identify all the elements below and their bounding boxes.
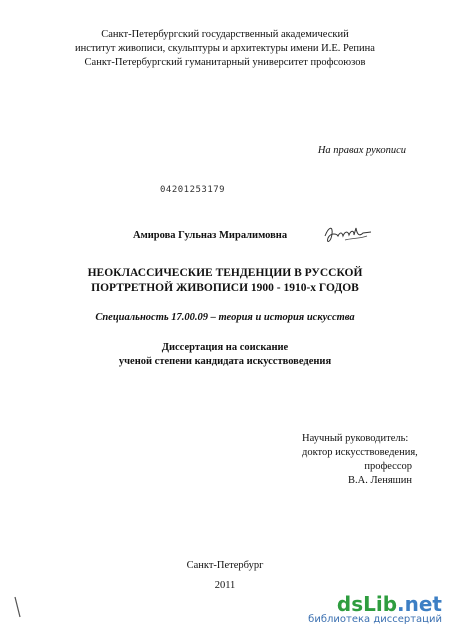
dissertation-title — [0, 266, 450, 296]
page-edge-mark — [12, 596, 22, 618]
supervisor-degree: доктор искусствоведения, — [302, 447, 418, 458]
institution-block — [0, 28, 450, 70]
logo-part-net: .net — [397, 592, 442, 616]
rights-note: На правах рукописи — [317, 145, 406, 156]
author-name: Амирова Гульназ Миралимовна — [133, 230, 288, 241]
dissertation-degree — [0, 341, 450, 369]
dslib-watermark-link[interactable] — [308, 594, 442, 625]
year: 2011 — [214, 580, 236, 591]
document-number: 04201253179 — [160, 185, 226, 195]
specialty: Специальность 17.00.09 – теория и история искусства — [95, 312, 355, 323]
degree-line: ученой степени кандидата искусствоведения — [118, 356, 332, 367]
title-line: НЕОКЛАССИЧЕСКИЕ ТЕНДЕНЦИИ В РУССКОЙ — [87, 267, 363, 279]
city: Санкт-Петербург — [186, 560, 264, 571]
title-line: ПОРТРЕТНОЙ ЖИВОПИСИ 1900 - 1910-х ГОДОВ — [91, 282, 359, 294]
watermark-subtitle: библиотека диссертаций — [308, 614, 442, 625]
supervisor-name: В.А. Леняшин — [348, 475, 412, 486]
dslib-logo — [308, 594, 442, 614]
institution-line: Санкт-Петербургский гуманитарный университет профсоюзов — [84, 57, 366, 68]
degree-line: Диссертация на соискание — [161, 342, 289, 353]
institution-line: Санкт-Петербургский государственный академический — [101, 29, 349, 40]
institution-line: институт живописи, скульптуры и архитектуры имени И.Е. Репина — [75, 43, 375, 54]
supervisor-title: профессор — [364, 461, 412, 472]
supervisor-heading: Научный руководитель: — [302, 433, 409, 444]
logo-part-dslib: dsLib — [336, 592, 398, 616]
city-year-block — [0, 556, 450, 596]
supervisor-block — [302, 432, 418, 488]
handwritten-signature — [323, 222, 375, 246]
